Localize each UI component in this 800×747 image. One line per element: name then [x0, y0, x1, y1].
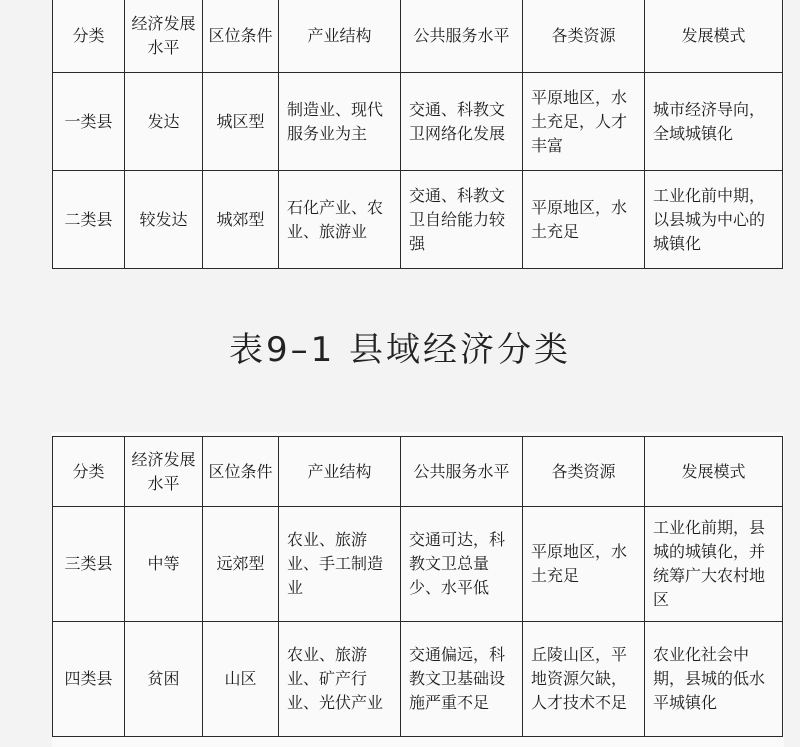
header-location: 区位条件: [203, 437, 279, 507]
header-development-mode: 发展模式: [645, 0, 783, 73]
table-header-row: [53, 437, 783, 507]
header-resources: 各类资源: [523, 0, 645, 73]
county-classification-table-bottom: [52, 436, 783, 737]
cell-public-service: 交通偏远，科教文卫基础设施严重不足: [401, 622, 523, 737]
table-caption: 表9–1 县域经济分类: [228, 330, 572, 370]
header-category: 分类: [53, 0, 125, 73]
cell-location: 远郊型: [203, 507, 279, 622]
table-row: [53, 622, 783, 737]
table-row: [53, 73, 783, 171]
cell-resources: 平原地区，水土充足，人才丰富: [523, 73, 645, 171]
header-category: 分类: [53, 437, 125, 507]
cell-development-mode: 农业化社会中期，县城的低水平城镇化: [645, 622, 783, 737]
cell-resources: 平原地区，水土充足: [523, 171, 645, 269]
header-public-service: 公共服务水平: [401, 437, 523, 507]
header-resources: 各类资源: [523, 437, 645, 507]
table-row: [53, 507, 783, 622]
county-table-top-wrap: [52, 0, 784, 268]
cell-economic-level: 发达: [125, 73, 203, 171]
header-location: 区位条件: [203, 0, 279, 73]
table-row: [53, 171, 783, 269]
cell-development-mode: 城市经济导向，全域城镇化: [645, 73, 783, 171]
cell-category: 三类县: [53, 507, 125, 622]
cell-industry: 制造业、现代服务业为主: [279, 73, 401, 171]
county-table-bottom-wrap: [52, 432, 784, 747]
cell-location: 城郊型: [203, 171, 279, 269]
cell-category: 一类县: [53, 73, 125, 171]
header-industry: 产业结构: [279, 0, 401, 73]
header-public-service: 公共服务水平: [401, 0, 523, 73]
table-header-row: [53, 0, 783, 73]
cell-public-service: 交通、科教文卫网络化发展: [401, 73, 523, 171]
cell-development-mode: 工业化前中期，以县城为中心的城镇化: [645, 171, 783, 269]
header-industry: 产业结构: [279, 437, 401, 507]
cell-location: 城区型: [203, 73, 279, 171]
cell-public-service: 交通、科教文卫自给能力较强: [401, 171, 523, 269]
cell-economic-level: 较发达: [125, 171, 203, 269]
cell-category: 四类县: [53, 622, 125, 737]
header-economic-level: 经济发展水平: [125, 0, 203, 73]
cell-industry: 农业、旅游业、矿产行业、光伏产业: [279, 622, 401, 737]
county-classification-table-top: [52, 0, 783, 269]
cell-economic-level: 贫困: [125, 622, 203, 737]
cell-public-service: 交通可达，科教文卫总量少、水平低: [401, 507, 523, 622]
cell-category: 二类县: [53, 171, 125, 269]
cell-economic-level: 中等: [125, 507, 203, 622]
cell-industry: 石化产业、农业、旅游业: [279, 171, 401, 269]
cell-resources: 平原地区，水土充足: [523, 507, 645, 622]
cell-location: 山区: [203, 622, 279, 737]
header-development-mode: 发展模式: [645, 437, 783, 507]
cell-development-mode: 工业化前期，县城的城镇化，并统筹广大农村地区: [645, 507, 783, 622]
cell-industry: 农业、旅游业、手工制造业: [279, 507, 401, 622]
cell-resources: 丘陵山区，平地资源欠缺，人才技术不足: [523, 622, 645, 737]
header-economic-level: 经济发展水平: [125, 437, 203, 507]
